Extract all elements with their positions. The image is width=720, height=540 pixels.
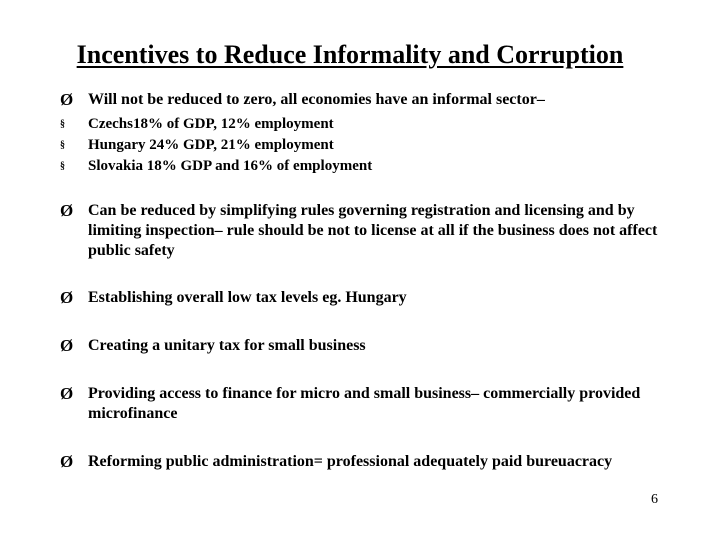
sub-bullet-text: Hungary 24% GDP, 21% employment <box>88 137 334 153</box>
arrow-bullet-icon: Ø <box>60 336 74 355</box>
page-number: 6 <box>651 492 658 507</box>
bullet-text: Reforming public administration= professional adequately paid bureuacracy <box>88 453 613 470</box>
arrow-bullet-icon: Ø <box>60 288 74 307</box>
arrow-bullet-icon: Ø <box>60 452 74 471</box>
bullet-unitary-tax <box>60 336 680 356</box>
bullet-text: Will not be reduced to zero, all economies have an informal sector– <box>88 91 545 108</box>
sub-bullet-text: Slovakia 18% GDP and 16% of employment <box>88 158 373 174</box>
arrow-bullet-icon: Ø <box>60 384 74 403</box>
bullet-text: Can be reduced by simplifying rules governing registration and licensing and by limiting inspection– rule should be not to license at all if the business does not affect public safety <box>88 202 658 259</box>
bullet-text: Providing access to finance for micro and small business– commercially provided microfinance <box>88 385 641 422</box>
square-bullet-icon: § <box>60 119 65 130</box>
sub-bullet-czechs <box>60 115 680 135</box>
slide-title: Incentives to Reduce Informality and Corruption <box>76 40 624 69</box>
sub-bullet-text: Czechs18% of GDP, 12% employment <box>88 116 334 132</box>
bullet-low-tax <box>60 288 680 308</box>
arrow-bullet-icon: Ø <box>60 201 74 220</box>
bullet-public-administration <box>60 452 680 472</box>
sub-bullet-slovakia <box>60 157 680 177</box>
bullet-finance-access <box>60 384 680 424</box>
bullet-text: Creating a unitary tax for small business <box>88 337 366 354</box>
bullet-simplifying-rules <box>60 201 680 261</box>
arrow-bullet-icon: Ø <box>60 90 74 109</box>
sub-bullet-hungary <box>60 136 680 156</box>
square-bullet-icon: § <box>60 161 65 172</box>
square-bullet-icon: § <box>60 140 65 151</box>
bullet-text: Establishing overall low tax levels eg. Hungary <box>88 289 407 306</box>
bullet-informal-sector <box>60 90 680 110</box>
